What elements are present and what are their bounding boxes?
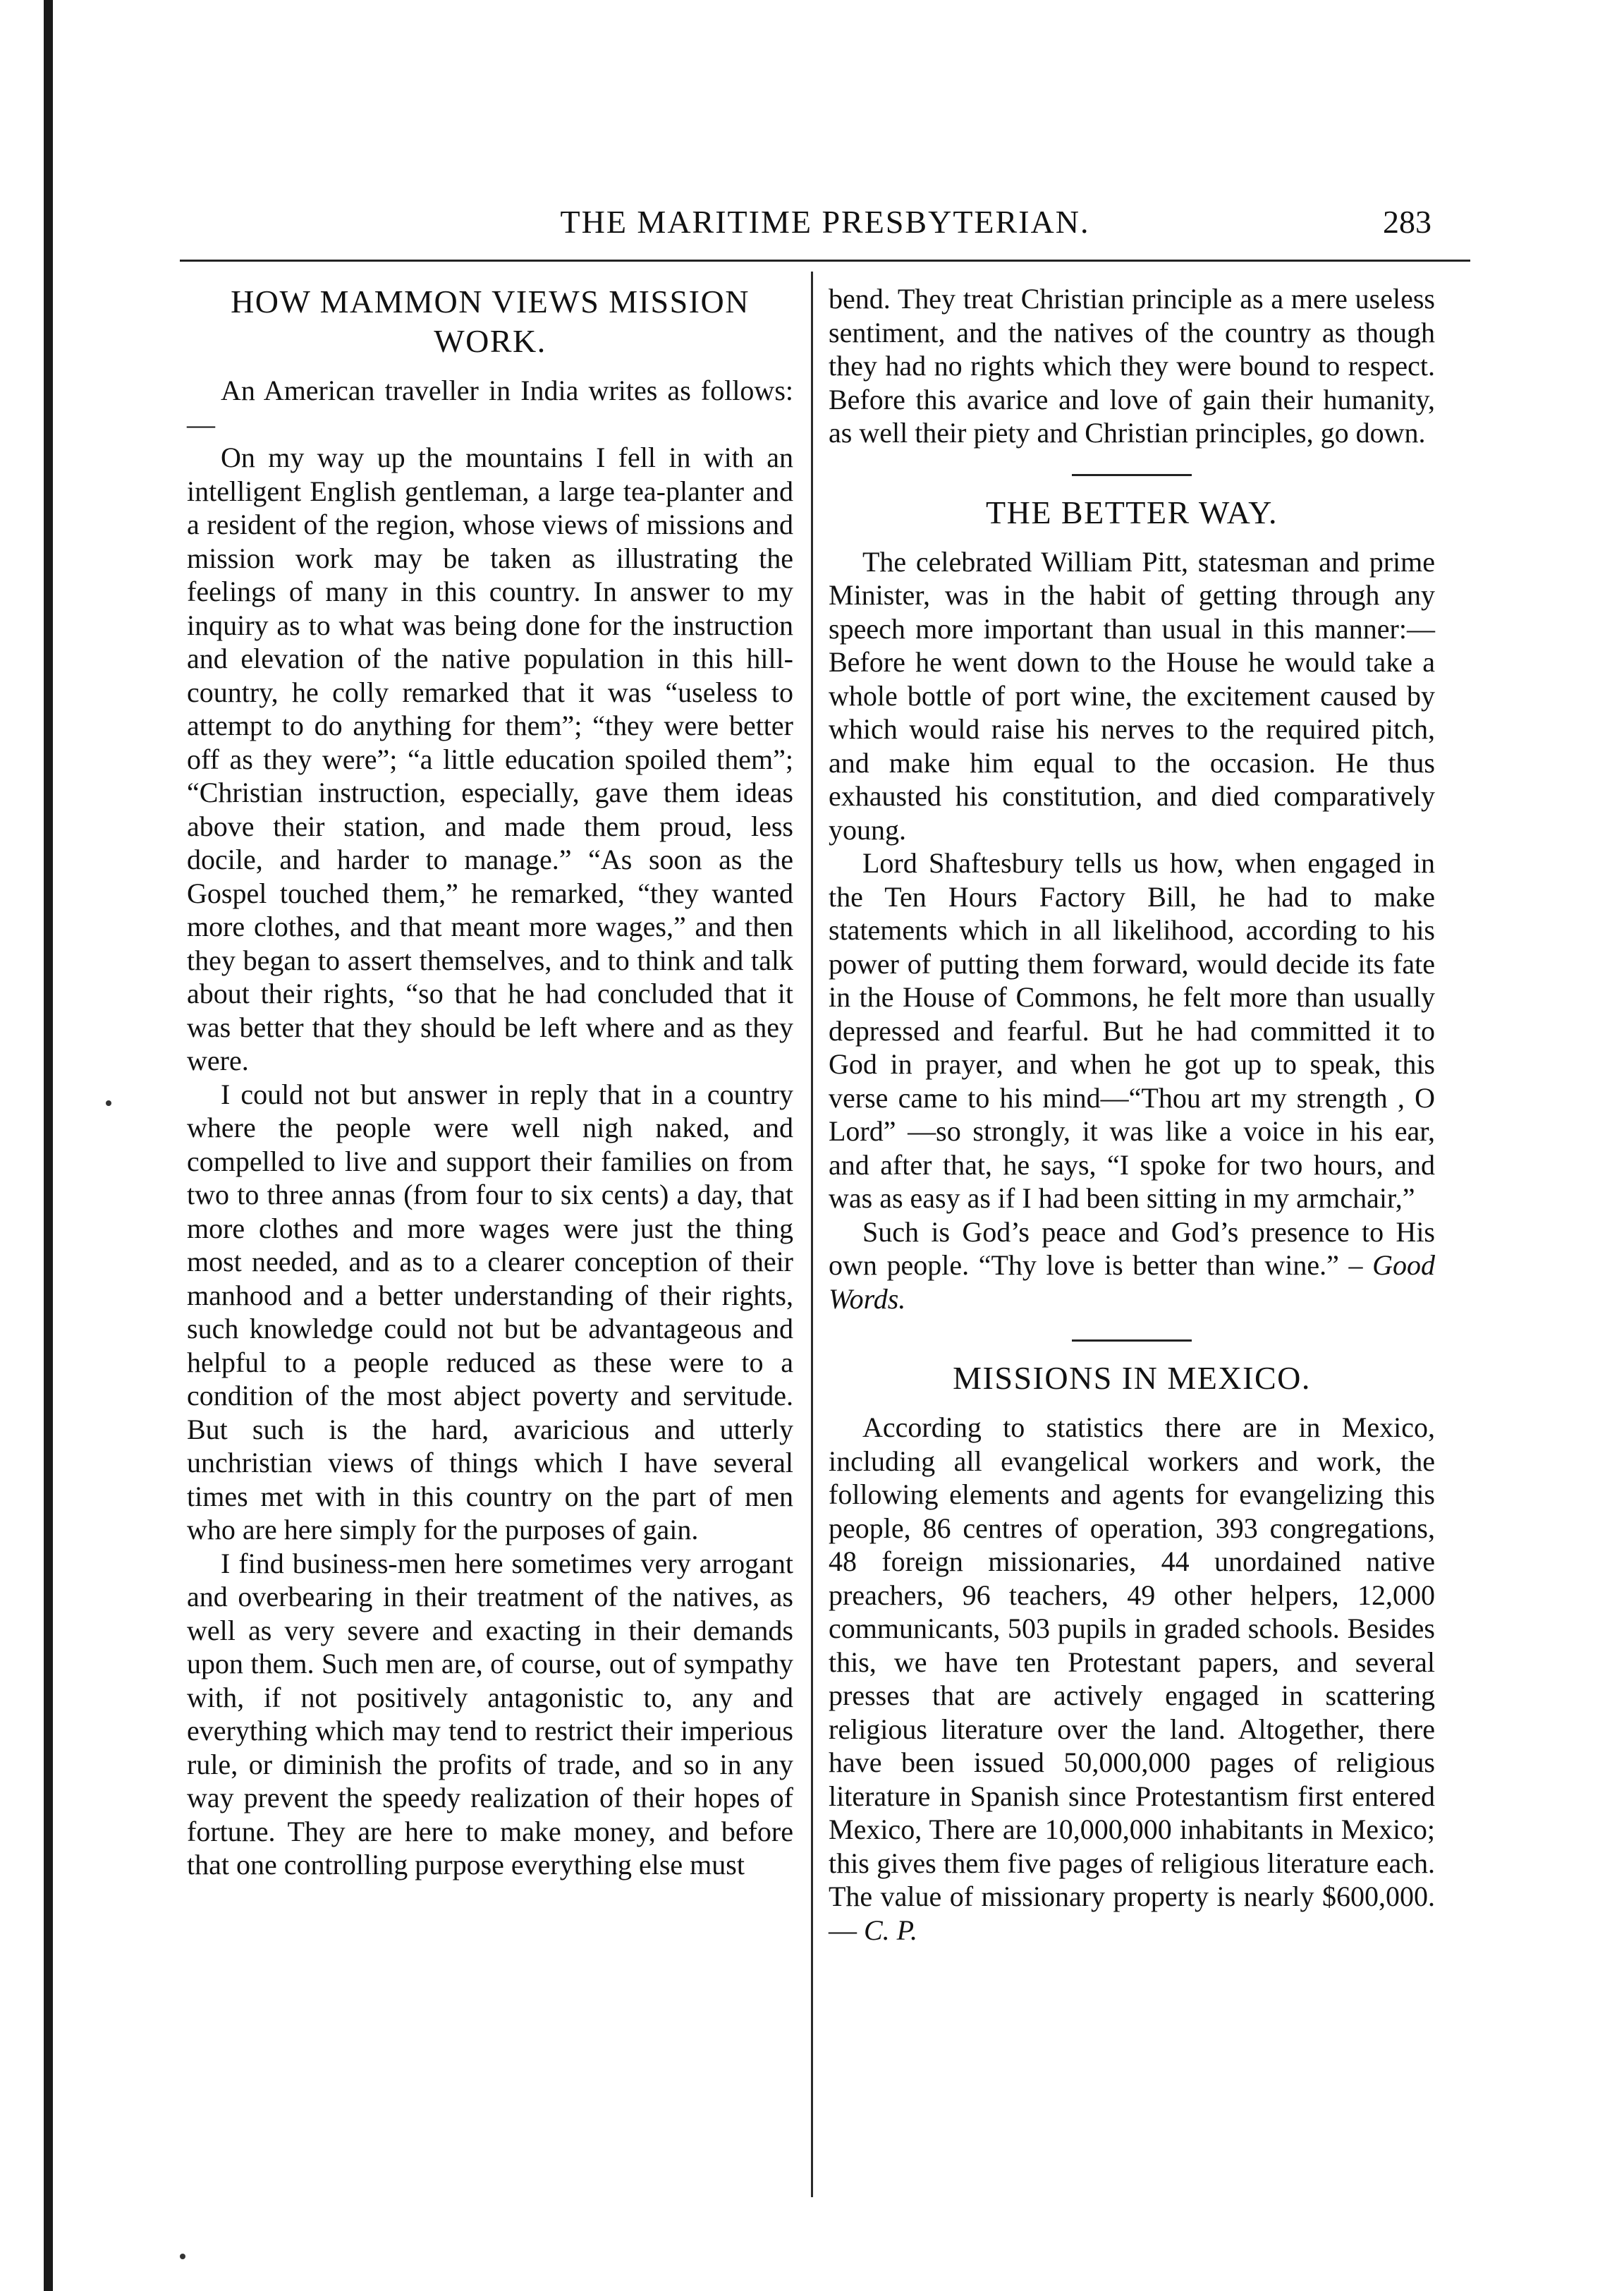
article-title-better-way: THE BETTER WAY.: [986, 494, 1278, 530]
source-byline: Good Words.: [829, 1249, 1436, 1315]
article-title-mexico: MISSIONS IN MEXICO.: [953, 1360, 1311, 1396]
scan-speck: [180, 2254, 185, 2259]
column-divider: [811, 272, 813, 2197]
article-paragraph: On my way up the mountains I fell in with an intelligent English gentleman, a large tea-planter and a resident of the region, whose views of missions and mission work may be taken as illustrating the feelings of many in this country. In answer to my inquiry as to what was being done for the instruction and elevation of the native population in this hill-country, he colly remarked that it was “useless to attempt to do anything for them”; “they were better off as they were”; “a little education spoiled them”; “Christian instruction, especially, gave them ideas above their station, and made them proud, less docile, and harder to manage.” “As soon as the Gospel touched them,” he remarked, “they wanted more clothes, and that meant more wages,” and then they began to assert themselves, and to think and talk about their rights, “so that he had concluded that it was better that they should be left where and as they were.: [187, 442, 793, 1076]
article-paragraph: I find business-men here sometimes very arrogant and overbearing in their treatment of the natives, as well as very severe and exacting in their demands upon them. Such men are, of course, out of sympathy with, if not positively antagonistic to, any and everything which may tend to restrict their imperious rule, or diminish the profits of trade, and so in any way prevent the speedy realization of their hopes of fortune. They are here to make money, and before that one controlling purpose everything else must: [187, 1547, 793, 1880]
section-rule: [1072, 474, 1192, 476]
section-gap: [829, 450, 1435, 474]
section-gap: [829, 1315, 1435, 1339]
article-paragraph: I could not but answer in reply that in a country where the people were well nigh naked, and compelled to live and support their families on from two to three annas (from four to six cents) a day, that more clothes and more wages were just the thing most needed, and as to a clearer conception of their manhood and a better understanding of their rights, such knowledge could not but be advantageous and helpful to a people reduced as these were to a condition of the most abject poverty and servitude. But such is the hard, avaricious and utterly unchristian views of things which I have several times met with in this country on the part of men who are here simply for the purposes of gain.: [187, 1078, 793, 1545]
article-paragraph: An American traveller in India writes as follows: —: [187, 375, 793, 440]
running-head: [183, 201, 1467, 250]
paragraph-text: Such is God’s peace and God’s presence to His own people. “Thy love is better than wine.” –: [829, 1215, 1435, 1281]
page-number: 283: [1383, 204, 1431, 240]
article-paragraph-continued: bend. They treat Christian principle as a mere useless sentiment, and the natives of the country as though they had no rights which they were bound to respect. Before this avarice and love of gain their humanity, as well their piety and Christian principles, go down.: [829, 283, 1435, 449]
article-paragraph: The celebrated William Pitt, statesman and prime Minister, was in the habit of getting through any speech more important than usual in this manner:—Before he went down to the House he would take a whole bottle of port wine, the excitement caused by which would raise his nerves to the required pitch, and make him equal to the occasion. He thus exhausted his constitution, and died comparatively young.: [829, 545, 1435, 846]
section-rule: [1072, 1339, 1192, 1342]
article-paragraph: Lord Shaftesbury tells us how, when engaged in the Ten Hours Factory Bill, he had to make statements which in all likelihood, according to his power of putting them forward, would decide its fate in the House of Commons, he felt more than usually depressed and fearful. But he had committed it to God in prayer, and when he got up to speak, this verse came to his mind—“Thou art my strength , O Lord” —so strongly, it was like a voice in his ear, and after that, he says, “I spoke for two hours, and was as easy as if I had been sitting in my armchair,”: [829, 847, 1435, 1214]
article-title-mammon: HOW MAMMON VIEWS MISSION WORK.: [231, 284, 750, 359]
article-paragraph: [829, 1215, 1435, 1316]
scan-speck: [106, 1100, 111, 1106]
right-column: [829, 282, 1435, 1947]
left-column: [187, 282, 793, 1882]
scan-binding-edge: [44, 0, 53, 2291]
journal-title: THE MARITIME PRESBYTERIAN.: [560, 204, 1090, 240]
article-paragraph: [829, 1411, 1435, 1947]
header-rule: [180, 260, 1470, 262]
source-byline: C. P.: [864, 1914, 917, 1946]
paragraph-text: According to statistics there are in Mexico, including all evangelical workers and work, the following elements and agents for evangelizing this people, 86 centres of operation, 393 congregations, 48 foreign missionaries, 44 unordained native preachers, 96 teachers, 49 other helpers, 12,000 communicants, 503 pupils in graded schools. Besides this, we have ten Protestant papers, and several presses that are actively engaged in scattering religious literature over the land. Altogether, there have been issued 50,000,000 pages of religious literature in Spanish since Protestantism first entered Mexico, There are 10,000,000 inhabitants in Mexico; this gives them five pages of religious literature each. The value of missionary property is nearly $600,000.—: [829, 1411, 1435, 1946]
